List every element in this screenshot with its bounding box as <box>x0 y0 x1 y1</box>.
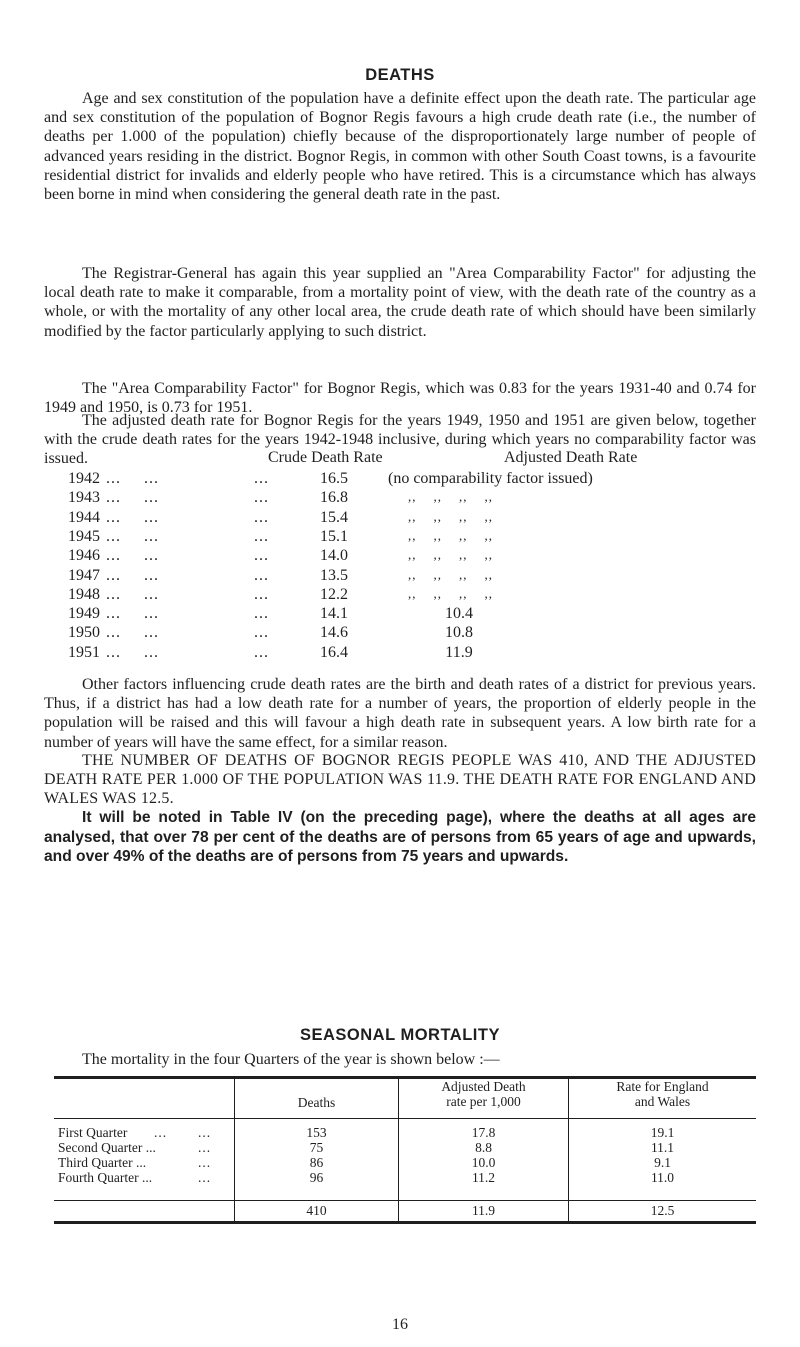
rates-year: 1946 <box>68 547 100 565</box>
table-bottom-rule <box>54 1221 756 1224</box>
rates-adjusted-value: 10.8 <box>445 624 473 642</box>
seasonal-mortality-heading: SEASONAL MORTALITY <box>300 1026 500 1044</box>
rates-header-crude: Crude Death Rate <box>268 449 383 466</box>
rates-adjusted-value: 10.4 <box>445 605 473 623</box>
rates-year: 1948 <box>68 585 100 603</box>
leader-dots: ... <box>144 470 159 487</box>
rates-header-adjusted: Adjusted Death Rate <box>504 449 638 466</box>
leader-dots: ... <box>254 470 269 487</box>
page-number: 16 <box>392 1316 408 1333</box>
ditto-marks: ,, ,, ,, ,, <box>408 508 493 524</box>
rates-row <box>44 489 756 508</box>
rates-row <box>44 567 756 586</box>
quarter-adjusted-rate: 10.0 <box>471 1155 496 1170</box>
rates-crude-value: 16.8 <box>320 489 348 507</box>
rates-crude-value: 15.4 <box>320 508 348 526</box>
leader-dots: ... <box>106 527 121 545</box>
leader-dots: ... <box>254 566 269 584</box>
table-header-rule <box>54 1118 756 1119</box>
ditto-marks: ,, ,, ,, ,, <box>408 489 493 505</box>
leader-dots: ... <box>144 489 159 507</box>
leader-dots: ... <box>254 605 269 623</box>
rates-adjusted-value: 11.9 <box>445 643 473 661</box>
column-header-rate-line2: and Wales <box>634 1094 691 1109</box>
leader-dots: ... <box>254 527 269 545</box>
leader-dots: ... <box>106 605 121 623</box>
leader-dots: ... <box>106 624 121 642</box>
rates-row <box>44 644 756 663</box>
rates-crude-value: 14.0 <box>320 547 348 565</box>
paragraph-summary-caps: THE NUMBER OF DEATHS OF BOGNOR REGIS PEOPLE WAS 410, AND THE ADJUSTED DEATH RATE PER 1.000 OF THE POPULATION WAS 11.9. THE DEATH RATE FOR ENGLAND AND WALES WAS 12.5. <box>44 752 756 808</box>
leader-dots: ... <box>254 547 269 565</box>
rates-crude-value: 14.6 <box>320 624 348 642</box>
leader-dots: ... <box>144 527 159 545</box>
total-england-wales-rate: 12.5 <box>650 1203 675 1218</box>
paragraph-age-analysis: It will be noted in Table IV (on the preceding page), where the deaths at all ages are analysed, that over 78 per cent of the deaths are of persons from 65 years of age and upwards, and over 49% of the deaths are of persons from 75 years and upwards. <box>44 809 756 865</box>
rates-year: 1949 <box>68 605 100 623</box>
rates-row <box>44 605 756 624</box>
leader-dots: ... <box>144 624 159 642</box>
leader-dots: ... <box>254 489 269 507</box>
leader-dots: ... <box>144 585 159 603</box>
rates-year: 1951 <box>68 643 100 661</box>
rates-row <box>44 470 756 489</box>
seasonal-intro: The mortality in the four Quarters of the year is shown below :— <box>82 1051 500 1068</box>
column-header-adjusted <box>399 1079 568 1109</box>
leader-dots: ... <box>106 470 121 487</box>
column-header-adjusted-line2: rate per 1,000 <box>446 1094 521 1109</box>
quarter-deaths: 75 <box>309 1140 324 1155</box>
quarter-england-wales-rate: 9.1 <box>654 1155 671 1170</box>
quarter-label: Fourth Quarter ... <box>58 1170 153 1185</box>
table-totals-rule <box>54 1200 756 1201</box>
column-header-rate-line1: Rate for England <box>616 1079 709 1094</box>
leader-dots: ... <box>198 1155 212 1170</box>
leader-dots: ... <box>254 643 269 661</box>
rates-year: 1947 <box>68 566 100 584</box>
rates-year: 1950 <box>68 624 100 642</box>
rates-crude-value: 14.1 <box>320 605 348 623</box>
leader-dots: ... <box>198 1125 212 1140</box>
leader-dots: ... <box>254 508 269 526</box>
leader-dots: ... <box>106 489 121 507</box>
paragraph-age-sex: Age and sex constitution of the population have a definite effect upon the death rate. The particular age and sex constitution of the population of Bognor Regis favours a high crude death rate (i.e., the number of deaths per 1.000 of the population) chiefly because of the disproportionately large number of people of advanced years residing in the district. Bognor Regis, in common with other South Coast towns, is a favourite residential district for invalids and elderly people who have retired. This is a circumstance which has always been borne in mind when considering the general death rate in the past. <box>44 90 756 204</box>
paragraph-adjusted-rates-intro: The adjusted death rate for Bognor Regis for the years 1949, 1950 and 1951 are given below, together with the crude death rates for the years 1942-1948 inclusive, during which years no comparability factor was issued. <box>44 412 756 468</box>
leader-dots: ... <box>106 566 121 584</box>
leader-dots: ... <box>254 585 269 603</box>
leader-dots: ... <box>106 643 121 661</box>
paragraph-comparability-factor: The "Area Comparability Factor" for Bognor Regis, which was 0.83 for the years 1931-40 and 0.74 for 1949 and 1950, is 0.73 for 1951. <box>44 380 756 417</box>
leader-dots: ... <box>144 547 159 565</box>
rates-crude-value: 13.5 <box>320 566 348 584</box>
leader-dots: ... <box>254 624 269 642</box>
ditto-marks: ,, ,, ,, ,, <box>408 547 493 563</box>
leader-dots: ... <box>154 1125 168 1140</box>
quarter-england-wales-rate: 11.1 <box>650 1140 675 1155</box>
rates-crude-value: 16.4 <box>320 643 348 661</box>
rates-crude-value: 12.2 <box>320 585 348 603</box>
quarter-adjusted-rate: 8.8 <box>475 1140 492 1155</box>
rates-row <box>44 547 756 566</box>
rates-crude-value: 15.1 <box>320 527 348 545</box>
rates-year: 1944 <box>68 508 100 526</box>
rates-adjusted-note: (no comparability factor issued) <box>388 470 593 487</box>
ditto-marks: ,, ,, ,, ,, <box>408 585 493 601</box>
leader-dots: ... <box>144 566 159 584</box>
leader-dots: ... <box>144 508 159 526</box>
rates-year: 1945 <box>68 527 100 545</box>
column-header-adjusted-line1: Adjusted Death <box>441 1079 526 1094</box>
ditto-marks: ,, ,, ,, ,, <box>408 566 493 582</box>
quarter-deaths: 153 <box>306 1125 327 1140</box>
leader-dots: ... <box>198 1170 212 1185</box>
leader-dots: ... <box>144 643 159 661</box>
paragraph-registrar-general: The Registrar-General has again this year supplied an "Area Comparability Factor" for adjusting the local death rate to make it comparable, from a mortality point of view, with the death rate of the country as a whole, or with the mortality of any other local area, the crude death rate of which should have been similarly modified by the factor particularly applying to such district. <box>44 265 756 340</box>
quarter-label: Second Quarter ... <box>58 1140 156 1155</box>
leader-dots: ... <box>106 547 121 565</box>
rates-row <box>44 624 756 643</box>
rates-year: 1942 <box>68 470 100 487</box>
rates-row <box>44 586 756 605</box>
leader-dots: ... <box>144 605 159 623</box>
total-adjusted-rate: 11.9 <box>471 1203 496 1218</box>
quarter-adjusted-rate: 17.8 <box>471 1125 496 1140</box>
quarter-deaths: 86 <box>309 1155 324 1170</box>
leader-dots: ... <box>106 585 121 603</box>
quarter-adjusted-rate: 11.2 <box>471 1170 496 1185</box>
column-header-deaths: Deaths <box>297 1095 336 1110</box>
rates-crude-value: 16.5 <box>320 470 348 487</box>
total-deaths: 410 <box>306 1203 327 1218</box>
quarter-label: Third Quarter ... <box>58 1155 147 1170</box>
leader-dots: ... <box>198 1140 212 1155</box>
rates-year: 1943 <box>68 489 100 507</box>
quarter-deaths: 96 <box>309 1170 324 1185</box>
quarter-label: First Quarter <box>58 1125 128 1140</box>
ditto-marks: ,, ,, ,, ,, <box>408 527 493 543</box>
rates-row <box>44 528 756 547</box>
paragraph-other-factors: Other factors influencing crude death rates are the birth and death rates of a district for previous years. Thus, if a district has had a low death rate for a number of years, the proportion of elderly people in the population will be raised and this will favour a high death rate in subsequent years. A low birth rate for a number of years will have the same effect, for a similar reason. <box>44 676 756 751</box>
quarter-england-wales-rate: 11.0 <box>650 1170 675 1185</box>
column-header-england-wales <box>569 1079 756 1109</box>
deaths-heading: DEATHS <box>365 66 435 84</box>
leader-dots: ... <box>106 508 121 526</box>
quarter-england-wales-rate: 19.1 <box>650 1125 675 1140</box>
rates-row <box>44 509 756 528</box>
